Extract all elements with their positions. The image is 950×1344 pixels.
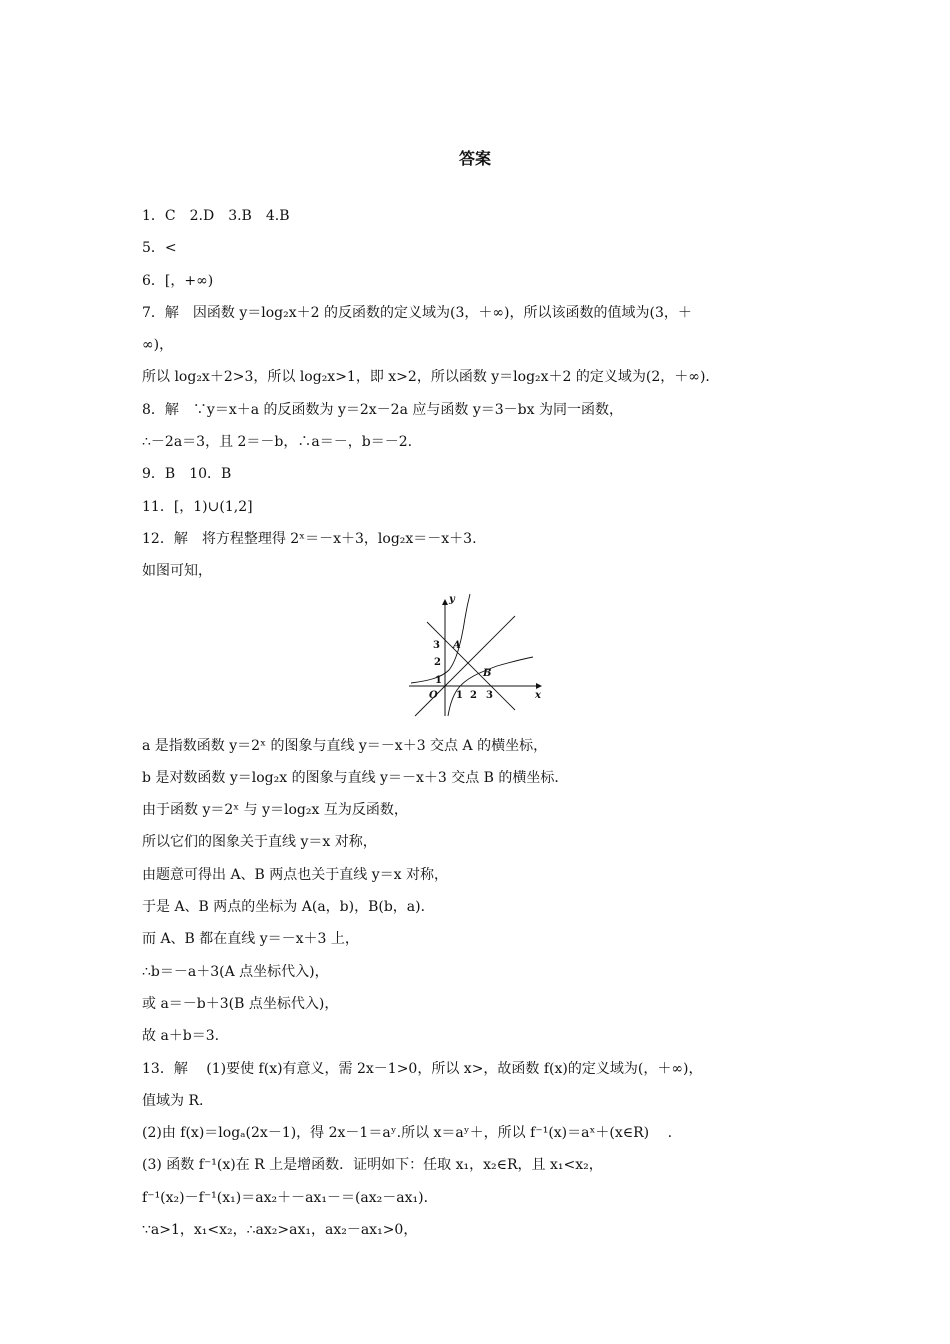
answer-line-13f: ∵a>1，x₁<x₂，∴ax₂>ax₁，ax₂－ax₁>0， [142,1222,418,1239]
answer-content [142,200,822,1246]
y-tick-3: 3 [433,639,440,651]
answer-line-13e: f⁻¹(x₂)－f⁻¹(x₁)＝ax₂＋－ax₁－＝(ax₂－ax₁)． [142,1189,438,1206]
answer-line-8a: 8．解 ∵y＝x＋a 的反函数为 y＝2x－2a 应与函数 y＝3－bx 为同一函数， [142,401,623,418]
answer-line-6: 6．[，+∞) [142,272,214,289]
x-tick-2: 2 [470,689,477,701]
answer-line-13b: 值域为 R. [142,1092,204,1109]
x-tick-1: 1 [456,689,463,701]
answer-line-13c: (2)由 f(x)＝logₐ(2x－1)，得 2x－1＝aʸ.所以 x＝aʸ＋，所以 f⁻¹(x)＝aˣ＋(x∈R) . [142,1125,673,1142]
answer-line-5: 5．< [142,240,177,257]
answer-line-11: 11．[，1)∪(1,2] [142,498,253,515]
page-title: 答案 [458,149,491,168]
answer-line-12a: 12．解 将方程整理得 2ˣ＝－x＋3，log₂x＝－x＋3. [142,530,477,547]
answer-line-12d: b 是对数函数 y＝log₂x 的图象与直线 y＝－x＋3 交点 B 的横坐标． [142,769,569,786]
answer-line-12c: a 是指数函数 y＝2ˣ 的图象与直线 y＝－x＋3 交点 A 的横坐标， [142,737,548,754]
origin-label: O [429,689,438,701]
y-axis-label: y [449,593,455,605]
answer-line-12k: 或 a＝－b＋3(B 点坐标代入)， [142,995,339,1012]
point-a-label: A [453,639,461,651]
y-tick-2: 2 [434,656,441,668]
answer-line-12h: 于是 A、B 两点的坐标为 A(a，b)，B(b，a)． [142,899,435,916]
answer-line-7c: 所以 log₂x＋2>3，所以 log₂x>1，即 x>2，所以函数 y＝log₂x＋2 的定义域为(2，＋∞)． [142,369,720,386]
answer-line-7b: ∞)， [142,337,174,354]
answer-line-8b: ∴－2a＝3，且 2＝－b，∴a＝－，b＝－2. [142,434,413,451]
answer-line-1: 1．C 2.D 3.B 4.B [142,208,290,224]
answer-line-12g: 由题意可得出 A、B 两点也关于直线 y＝x 对称， [142,866,449,883]
point-b-label: B [483,667,492,679]
answer-line-13d: (3) 函数 f⁻¹(x)在 R 上是增函数．证明如下：任取 x₁，x₂∈R，且 x₁<x₂， [142,1157,603,1174]
answer-line-9: 9．B 10．B [142,466,232,483]
answer-line-12b: 如图可知， [142,563,212,580]
function-graph [407,592,547,720]
answer-line-12f: 所以它们的图象关于直线 y＝x 对称， [142,834,377,851]
line-y-equals-x [415,616,515,716]
answer-line-12l: 故 a＋b＝3. [142,1028,220,1045]
answer-line-13a: 13．解 (1)要使 f(x)有意义，需 2x－1>0，所以 x>，故函数 f(x)的定义域为(，＋∞)， [142,1060,703,1077]
y-tick-1: 1 [435,674,442,686]
x-tick-3: 3 [486,689,493,701]
answer-line-12i: 而 A、B 都在直线 y＝－x＋3 上， [142,931,359,948]
answer-line-12j: ∴b＝－a＋3(A 点坐标代入)， [142,963,329,980]
graph-figure [142,592,822,724]
answer-line-12e: 由于函数 y＝2ˣ 与 y＝log₂x 互为反函数， [142,802,408,819]
answer-line-7a: 7．解 因函数 y＝log₂x＋2 的反函数的定义域为(3，＋∞)，所以该函数的值域为(3，＋ [142,304,692,321]
x-axis-label: x [535,689,541,701]
